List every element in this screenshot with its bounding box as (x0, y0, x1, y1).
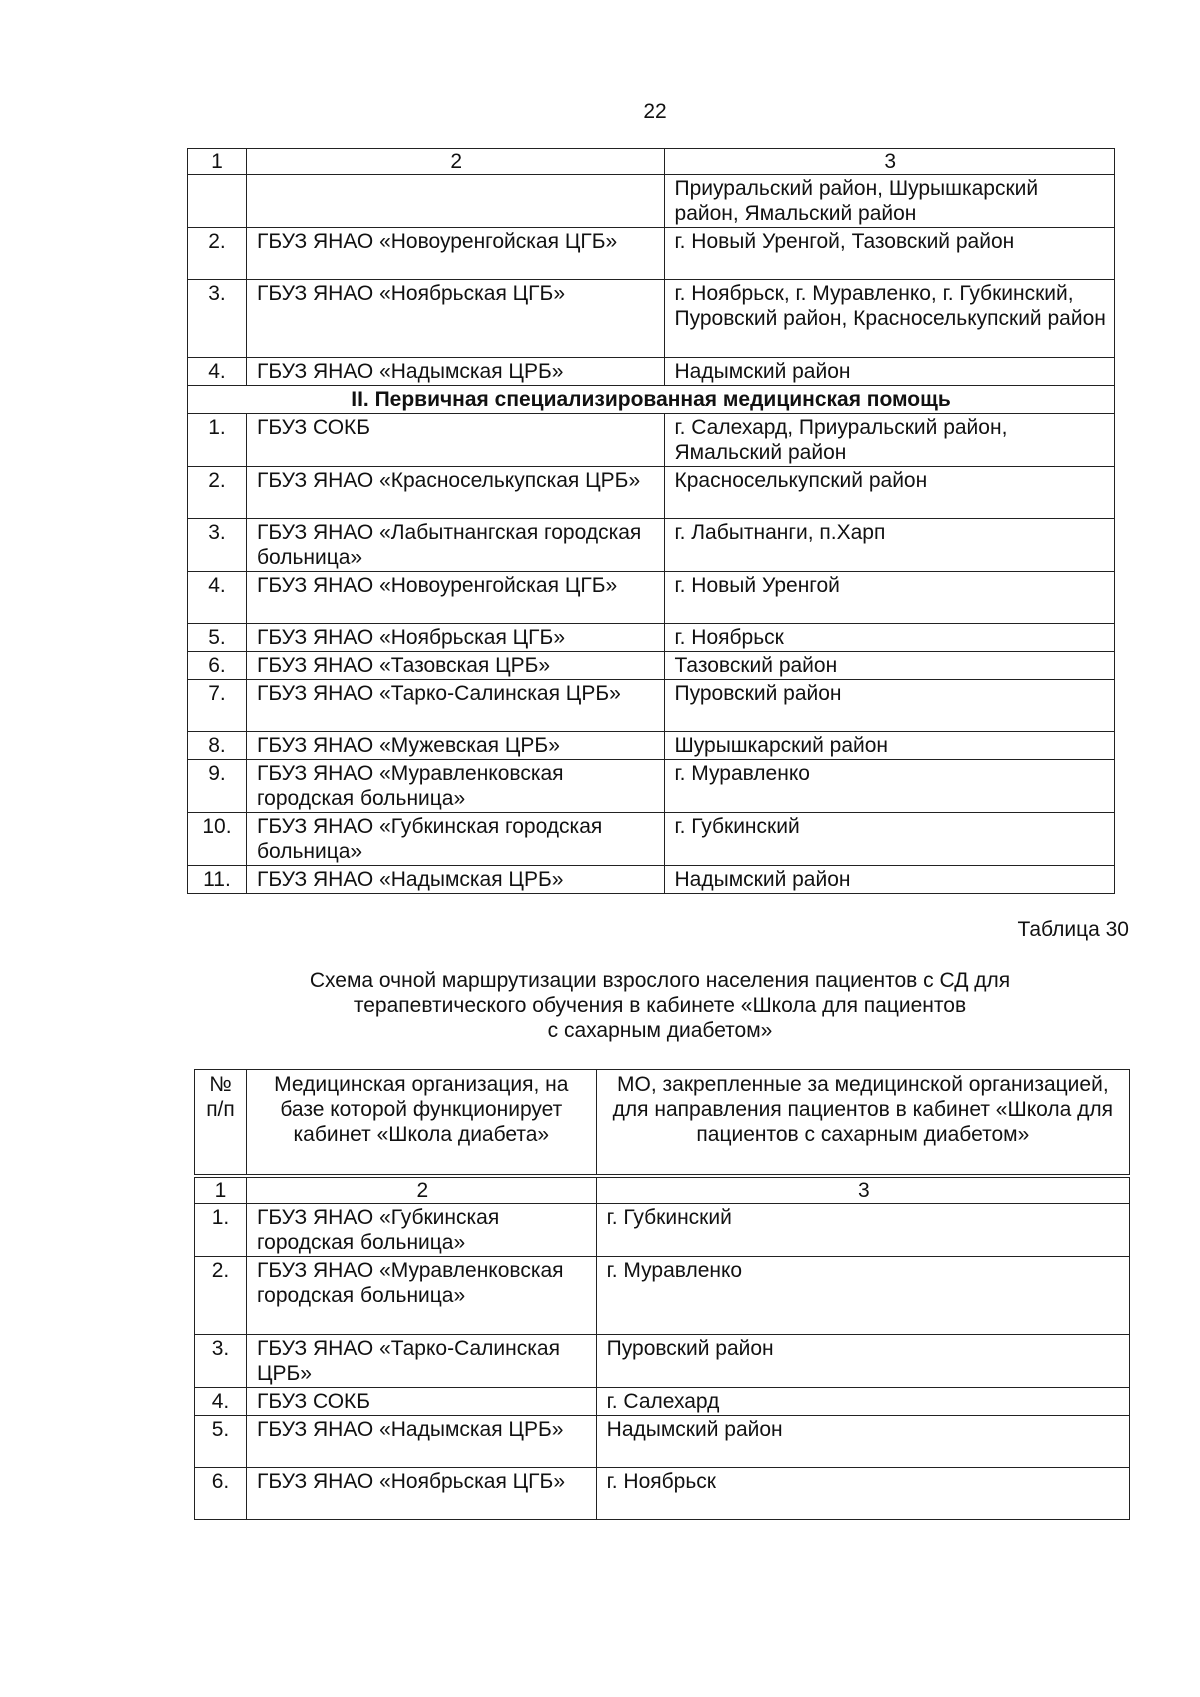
organization-cell: ГБУЗ ЯНАО «Мужевская ЦРБ» (246, 732, 664, 760)
assigned-area-cell: г. Салехард, Приуральский район, Ямальский район (664, 414, 1114, 467)
row-number-cell: 6. (195, 1467, 247, 1519)
table-title-line: терапевтического обучения в кабинете «Школа для пациентов (353, 994, 967, 1017)
table-row (188, 652, 1115, 680)
column-header: МО, закрепленные за медицинской организацией, для направления пациентов в кабинет «Школа для пациентов с сахарным диабетом» (596, 1070, 1129, 1176)
assigned-area-cell: Тазовский район (664, 652, 1114, 680)
table-row (195, 1415, 1130, 1467)
organization-cell: ГБУЗ ЯНАО «Тарко-Салинская ЦРБ» (246, 1334, 596, 1387)
column-index-cell: 2 (246, 1176, 596, 1204)
table-row (188, 680, 1115, 732)
row-number-cell: 3. (195, 1334, 247, 1387)
organization-cell: ГБУЗ ЯНАО «Губкинская городская больница» (246, 1203, 596, 1256)
table-caption: Таблица 30 (1017, 918, 1129, 941)
organization-cell: ГБУЗ ЯНАО «Ноябрьская ЦГБ» (246, 1467, 596, 1519)
assigned-area-cell: Надымский район (664, 866, 1114, 894)
table-row (188, 175, 1115, 228)
organization-cell: ГБУЗ ЯНАО «Надымская ЦРБ» (246, 358, 664, 386)
organization-cell: ГБУЗ СОКБ (246, 1387, 596, 1415)
table-row (195, 1334, 1130, 1387)
organization-cell: ГБУЗ ЯНАО «Ноябрьская ЦГБ» (246, 624, 664, 652)
table-row (188, 519, 1115, 572)
column-index-row (188, 149, 1115, 175)
row-number-cell: 4. (188, 572, 247, 624)
assigned-area-cell: г. Новый Уренгой (664, 572, 1114, 624)
row-number-cell: 1. (195, 1203, 247, 1256)
row-number-cell: 3. (188, 280, 247, 358)
column-header: Медицинская организация, на базе которой функционирует кабинет «Школа диабета» (246, 1070, 596, 1176)
row-number-cell: 6. (188, 652, 247, 680)
table-row (195, 1467, 1130, 1519)
row-number-cell: 9. (188, 760, 247, 813)
table-row (188, 414, 1115, 467)
assigned-area-cell: г. Муравленко (664, 760, 1114, 813)
table-row (188, 358, 1115, 386)
table-row (188, 572, 1115, 624)
assigned-area-cell: г. Губкинский (664, 813, 1114, 866)
organization-cell: ГБУЗ СОКБ (246, 414, 664, 467)
organization-cell: ГБУЗ ЯНАО «Ноябрьская ЦГБ» (246, 280, 664, 358)
organization-cell: ГБУЗ ЯНАО «Красноселькупская ЦРБ» (246, 467, 664, 519)
diabetes-school-routing-table (194, 1069, 1130, 1520)
assigned-area-cell: г. Новый Уренгой, Тазовский район (664, 228, 1114, 280)
table-row (195, 1256, 1130, 1334)
column-index-cell: 2 (246, 149, 664, 175)
table-title (190, 968, 1130, 1043)
row-number-cell: 3. (188, 519, 247, 572)
row-number-cell: 2. (188, 467, 247, 519)
table-row (188, 624, 1115, 652)
row-number-cell (188, 175, 247, 228)
column-index-cell: 3 (596, 1176, 1129, 1204)
column-index-cell: 3 (664, 149, 1114, 175)
table-row (188, 866, 1115, 894)
assigned-area-cell: г. Губкинский (596, 1203, 1129, 1256)
table-row (188, 813, 1115, 866)
section-title: II. Первичная специализированная медицинская помощь (188, 386, 1115, 414)
assigned-area-cell: Пуровский район (596, 1334, 1129, 1387)
row-number-cell: 2. (195, 1256, 247, 1334)
row-number-cell: 5. (195, 1415, 247, 1467)
row-number-cell: 4. (188, 358, 247, 386)
organization-cell: ГБУЗ ЯНАО «Муравленковская городская больница» (246, 760, 664, 813)
table-row (188, 467, 1115, 519)
assigned-area-cell: г. Ноябрьск (596, 1467, 1129, 1519)
organization-cell: ГБУЗ ЯНАО «Лабытнангская городская больница» (246, 519, 664, 572)
assigned-area-cell: г. Ноябрьск (664, 624, 1114, 652)
row-number-cell: 10. (188, 813, 247, 866)
assigned-area-cell: Красноселькупский район (664, 467, 1114, 519)
organization-cell: ГБУЗ ЯНАО «Надымская ЦРБ» (246, 866, 664, 894)
organization-cell: ГБУЗ ЯНАО «Новоуренгойская ЦГБ» (246, 228, 664, 280)
row-number-cell: 11. (188, 866, 247, 894)
column-index-row (195, 1176, 1130, 1204)
column-index-cell: 1 (195, 1176, 247, 1204)
assigned-area-cell: Надымский район (664, 358, 1114, 386)
organization-cell: ГБУЗ ЯНАО «Новоуренгойская ЦГБ» (246, 572, 664, 624)
section-header-row (188, 386, 1115, 414)
row-number-cell: 8. (188, 732, 247, 760)
row-number-cell: 5. (188, 624, 247, 652)
table-header-row (195, 1070, 1130, 1176)
row-number-cell: 2. (188, 228, 247, 280)
assigned-area-cell: Шурышкарский район (664, 732, 1114, 760)
routing-table-continued (187, 148, 1115, 894)
column-header: № п/п (195, 1070, 247, 1176)
table-title-line: с сахарным диабетом» (547, 1019, 773, 1042)
assigned-area-cell: г. Муравленко (596, 1256, 1129, 1334)
assigned-area-cell: г. Ноябрьск, г. Муравленко, г. Губкинский, Пуровский район, Красноселькупский район (664, 280, 1114, 358)
organization-cell: ГБУЗ ЯНАО «Губкинская городская больница» (246, 813, 664, 866)
organization-cell: ГБУЗ ЯНАО «Муравленковская городская больница» (246, 1256, 596, 1334)
organization-cell: ГБУЗ ЯНАО «Тазовская ЦРБ» (246, 652, 664, 680)
table-title-line: Схема очной маршрутизации взрослого населения пациентов с СД для (309, 969, 1011, 992)
table-row (195, 1387, 1130, 1415)
page-number: 22 (643, 100, 667, 123)
row-number-cell: 4. (195, 1387, 247, 1415)
table-row (188, 280, 1115, 358)
row-number-cell: 7. (188, 680, 247, 732)
column-index-cell: 1 (188, 149, 247, 175)
table-row (188, 760, 1115, 813)
row-number-cell: 1. (188, 414, 247, 467)
assigned-area-cell: Пуровский район (664, 680, 1114, 732)
assigned-area-cell: г. Салехард (596, 1387, 1129, 1415)
organization-cell (246, 175, 664, 228)
table-row (195, 1203, 1130, 1256)
assigned-area-cell: г. Лабытнанги, п.Харп (664, 519, 1114, 572)
table-row (188, 228, 1115, 280)
table-row (188, 732, 1115, 760)
assigned-area-cell: Приуральский район, Шурышкарский район, Ямальский район (664, 175, 1114, 228)
assigned-area-cell: Надымский район (596, 1415, 1129, 1467)
organization-cell: ГБУЗ ЯНАО «Надымская ЦРБ» (246, 1415, 596, 1467)
organization-cell: ГБУЗ ЯНАО «Тарко-Салинская ЦРБ» (246, 680, 664, 732)
